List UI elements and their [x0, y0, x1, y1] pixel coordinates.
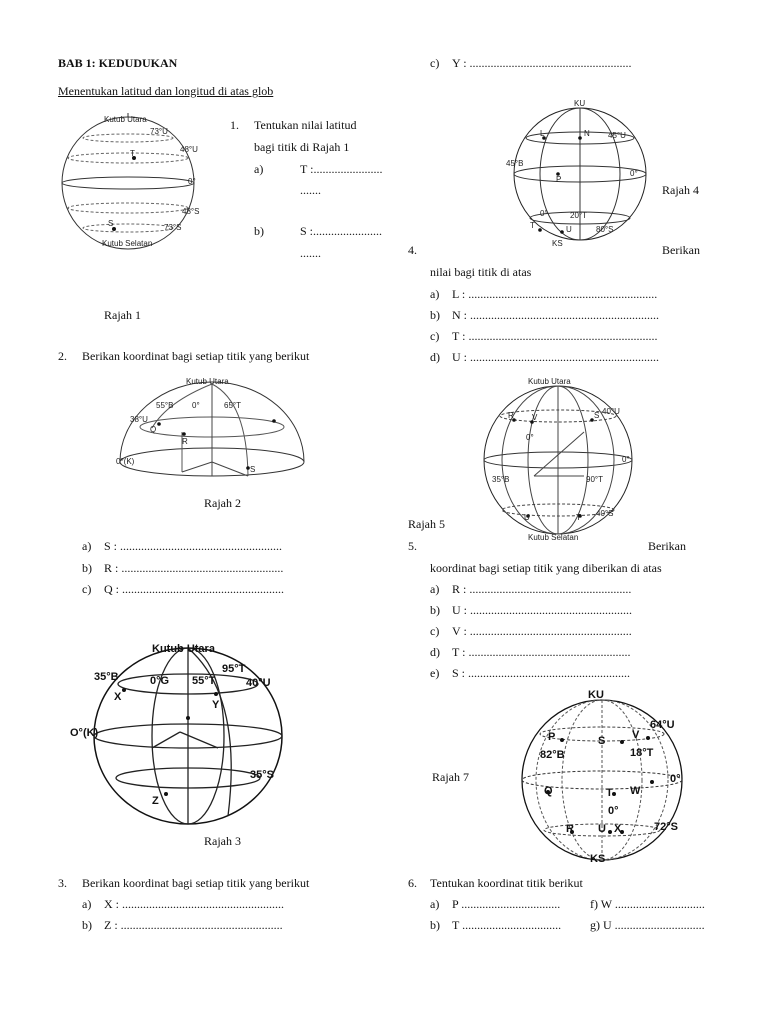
- q3-b-answer[interactable]: Z : ......................................................: [104, 918, 283, 932]
- q3-c-answer[interactable]: Y : ......................................................: [452, 56, 632, 70]
- rajah4-north-label: KU: [574, 99, 586, 108]
- q1-text-line2: bagi titik di Rajah 1: [254, 140, 350, 154]
- rajah3-eq: O°(K): [70, 727, 99, 739]
- q2-b-label: b): [82, 561, 92, 575]
- q2-c-answer[interactable]: Q : ......................................................: [104, 582, 284, 596]
- rajah3-lng4: 95°T: [222, 663, 246, 675]
- rajah5-south-label: Kutub Selatan: [528, 533, 579, 542]
- rajah2-caption: Rajah 2: [204, 496, 241, 510]
- q5-text: koordinat bagi setiap titik yang diberikan di atas: [430, 561, 662, 575]
- rajah2-pt-r: R: [182, 437, 188, 446]
- page-title: BAB 1: KEDUDUKAN: [58, 56, 178, 70]
- rajah1-lat4: 48°S: [182, 207, 200, 216]
- q6-b-answer[interactable]: T .................................: [452, 918, 562, 932]
- rajah1-pt-s: S: [108, 219, 114, 228]
- rajah2-lat: 38°U: [130, 415, 148, 424]
- rajah7-pt-q: Q: [544, 785, 553, 797]
- rajah2-eq: 0°(K): [116, 457, 135, 466]
- rajah5-lng0: 0°: [526, 433, 534, 442]
- q6-a-answer[interactable]: P .................................: [452, 897, 561, 911]
- q2-a-label: a): [82, 539, 92, 553]
- q4-b-answer[interactable]: N : ...............................................................: [452, 308, 659, 322]
- rajah5-caption: Rajah 5: [408, 517, 445, 531]
- q4-a-answer[interactable]: L : ...............................................................: [452, 287, 658, 301]
- rajah5-pt-s: S: [594, 411, 600, 420]
- rajah3-lat2: 35°S: [250, 769, 274, 781]
- rajah7-pt-p: P: [548, 731, 556, 743]
- rajah3-lng2: 0°G: [150, 675, 170, 687]
- rajah4-globe: [500, 98, 660, 250]
- q4-c-label: c): [430, 329, 440, 343]
- q6-g-answer[interactable]: g) U ..............................: [590, 918, 705, 932]
- rajah5-lat2: 40°S: [596, 509, 614, 518]
- rajah7-south-label: KS: [590, 853, 606, 865]
- rajah4-eq: 0°: [630, 169, 638, 178]
- rajah7-pt-w: W: [630, 785, 641, 797]
- rajah1-lat2: 48°U: [180, 145, 198, 154]
- rajah5-eq: 0°: [622, 455, 630, 464]
- q4-a-label: a): [430, 287, 440, 301]
- rajah1-caption: Rajah 1: [104, 308, 141, 322]
- rajah4-lng1: 45°B: [506, 159, 524, 168]
- rajah3-lng3: 55°T: [192, 675, 216, 687]
- q3-text: Berikan koordinat bagi setiap titik yang berikut: [82, 876, 310, 890]
- rajah1-lat3: 0°: [188, 177, 196, 186]
- rajah4-lat2: 80°S: [596, 225, 614, 234]
- q5-b-answer[interactable]: U : ......................................................: [452, 603, 632, 617]
- rajah1-lat1: 73°U: [150, 127, 168, 136]
- rajah4-caption: Rajah 4: [662, 183, 699, 197]
- rajah4-pt-t: T: [530, 221, 535, 230]
- rajah4-lng2: 0°: [540, 209, 548, 218]
- q3-a-answer[interactable]: X : ......................................................: [104, 897, 284, 911]
- q1-b-label: b): [254, 224, 264, 238]
- q5-c-label: c): [430, 624, 440, 638]
- rajah7-pt-u: U: [598, 823, 606, 835]
- q1-a-label: a): [254, 162, 264, 176]
- q5-e-label: e): [430, 666, 440, 680]
- q5-d-answer[interactable]: T : ......................................................: [452, 645, 631, 659]
- rajah2-hemisphere: [112, 372, 312, 482]
- q4-b-label: b): [430, 308, 440, 322]
- q1-text-line1: Tentukan nilai latitud: [254, 118, 357, 132]
- q4-d-answer[interactable]: U : ...............................................................: [452, 350, 659, 364]
- rajah7-pt-t: T: [606, 787, 613, 799]
- rajah5-globe: [468, 376, 648, 544]
- rajah3-pt-z: Z: [152, 795, 159, 807]
- rajah3-pt-y: Y: [212, 699, 220, 711]
- q2-number: 2.: [58, 349, 67, 363]
- rajah2-north-label: Kutub Utara: [186, 377, 229, 386]
- q4-c-answer[interactable]: T : ...............................................................: [452, 329, 658, 343]
- rajah5-north-label: Kutub Utara: [528, 377, 571, 386]
- q5-b-label: b): [430, 603, 440, 617]
- rajah5-pt-u: U: [524, 513, 530, 522]
- rajah4-pt-p: P: [556, 175, 562, 184]
- rajah3-north-label: Kutub Utara: [152, 643, 215, 655]
- rajah5-pt-v: V: [532, 413, 538, 422]
- rajah2-lng3: 65°T: [224, 401, 241, 410]
- rajah1-north-label: Kutub Utara: [104, 115, 147, 124]
- q5-a-answer[interactable]: R : ......................................................: [452, 582, 632, 596]
- q6-f-answer[interactable]: f) W ..............................: [590, 897, 705, 911]
- page-subtitle: Menentukan latitud dan longitud di atas glob: [58, 84, 274, 98]
- q6-b-label: b): [430, 918, 440, 932]
- q3-b-label: b): [82, 918, 92, 932]
- rajah4-lng3: 20°T: [570, 211, 587, 220]
- q4-word: Berikan: [662, 243, 700, 257]
- rajah2-pt-q: Q: [150, 425, 157, 434]
- rajah7-caption: Rajah 7: [432, 770, 469, 784]
- rajah7-pt-s: S: [598, 735, 606, 747]
- rajah3-pt-x: X: [114, 691, 122, 703]
- rajah1-south-label: Kutub Selatan: [102, 239, 153, 248]
- rajah7-lng1: 82°B: [540, 749, 565, 761]
- q5-d-label: d): [430, 645, 440, 659]
- rajah7-lat1: 64°U: [650, 719, 675, 731]
- q5-number: 5.: [408, 539, 417, 553]
- rajah4-pt-n: N: [584, 129, 590, 138]
- rajah7-lat2: 72°S: [654, 821, 678, 833]
- q2-b-answer[interactable]: R : ......................................................: [104, 561, 284, 575]
- rajah5-pt-r: R: [508, 411, 514, 420]
- q4-d-label: d): [430, 350, 440, 364]
- rajah4-pt-l: L: [540, 129, 545, 138]
- q1-a-answer[interactable]: T :.......................: [300, 162, 383, 176]
- q2-c-label: c): [82, 582, 92, 596]
- q5-e-answer[interactable]: S : ......................................................: [452, 666, 631, 680]
- rajah1-globe: [58, 108, 228, 258]
- rajah5-lat1: 40°U: [602, 407, 620, 416]
- rajah7-eq: 0°: [670, 773, 681, 785]
- q5-a-label: a): [430, 582, 440, 596]
- rajah5-lng2: 90°T: [586, 475, 603, 484]
- q3-c-label: c): [430, 56, 440, 70]
- q2-text: Berikan koordinat bagi setiap titik yang berikut: [82, 349, 310, 363]
- rajah7-globe: [510, 690, 720, 866]
- q6-a-label: a): [430, 897, 440, 911]
- q1-a-answer-cont: .......: [300, 183, 321, 197]
- rajah7-north-label: KU: [588, 689, 604, 701]
- q5-word: Berikan: [648, 539, 686, 553]
- q1-number: 1.: [230, 118, 239, 132]
- rajah7-pt-v: V: [632, 729, 640, 741]
- q4-number: 4.: [408, 243, 417, 257]
- rajah2-pt-s: S: [250, 465, 256, 474]
- rajah4-lat1: 45°U: [608, 131, 626, 140]
- rajah4-pt-u: U: [566, 225, 572, 234]
- rajah5-lng1: 35°B: [492, 475, 510, 484]
- rajah1-pt-t: T: [130, 149, 135, 158]
- rajah4-south-label: KS: [552, 239, 563, 248]
- rajah7-lng0: 0°: [608, 805, 619, 817]
- q4-text: nilai bagi titik di atas: [430, 265, 532, 279]
- rajah7-pt-x: X: [614, 823, 622, 835]
- q6-text: Tentukan koordinat titik berikut: [430, 876, 583, 890]
- q3-a-label: a): [82, 897, 92, 911]
- q6-number: 6.: [408, 876, 417, 890]
- q3-number: 3.: [58, 876, 67, 890]
- rajah7-lng2: 18°T: [630, 747, 654, 759]
- rajah7-pt-r: R: [566, 823, 574, 835]
- q2-a-answer[interactable]: S : ......................................................: [104, 539, 283, 553]
- rajah3-globe: [68, 636, 308, 826]
- rajah2-lng1: 55°B: [156, 401, 174, 410]
- rajah3-lng1: 35°B: [94, 671, 119, 683]
- q5-c-answer[interactable]: V : ......................................................: [452, 624, 632, 638]
- rajah5-pt-t: T: [576, 513, 581, 522]
- rajah2-lng2: 0°: [192, 401, 200, 410]
- rajah3-lat1: 40°U: [246, 677, 271, 689]
- rajah1-lat5: 73°S: [164, 223, 182, 232]
- q1-b-answer[interactable]: S :.......................: [300, 224, 383, 238]
- q1-b-answer-cont: .......: [300, 246, 321, 260]
- rajah3-caption: Rajah 3: [204, 834, 241, 848]
